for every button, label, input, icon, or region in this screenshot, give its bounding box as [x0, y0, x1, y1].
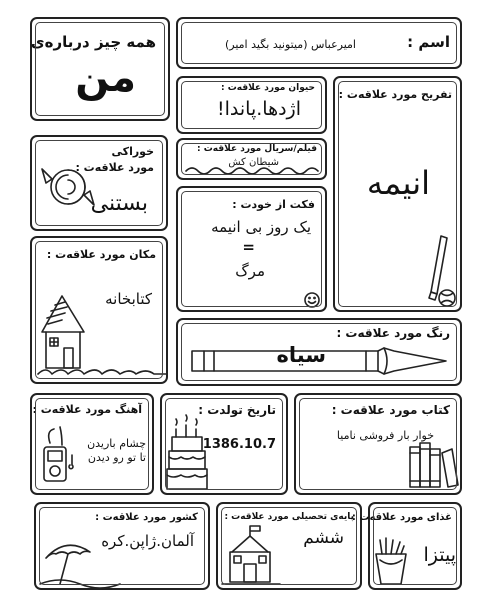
favorite-song-line2: تا تو رو دیدن — [87, 451, 146, 464]
favorite-color-value: سیاه — [276, 343, 326, 367]
music-player-icon — [40, 425, 80, 487]
favorite-country-card — [34, 502, 210, 590]
favorite-movie-label: فیلم/سریال مورد علاقه‌ت : — [197, 144, 317, 154]
favorite-animal-card — [176, 76, 327, 134]
favorite-meal-card — [351, 502, 462, 590]
favorite-song-card — [30, 393, 154, 495]
birthday-value: 1386.10.7 — [202, 437, 276, 452]
favorite-country-label: کشور مورد علاقه‌ت : — [95, 512, 198, 523]
favorite-place-card — [30, 236, 168, 384]
name-card — [176, 17, 462, 69]
favorite-animal-label: حیوان مورد علاقه‌ت : — [221, 83, 315, 93]
favorite-food-card — [30, 135, 168, 231]
favorite-grade-label: پایه‌ی تحصیلی مورد علاقه‌ت : — [224, 512, 354, 522]
house-icon — [38, 284, 168, 380]
fries-icon — [374, 536, 410, 588]
favorite-food-label-line1: خوراکی — [111, 145, 154, 158]
all-about-me-heading: همه چیز درباره‌ی — [30, 33, 156, 51]
fact-about-you-card — [176, 186, 327, 312]
candy-icon — [38, 157, 96, 217]
favorite-movie-card — [176, 138, 327, 180]
fact-line-1: یک روز بی انیمه — [211, 218, 311, 236]
name-value: امیرعباس (میتونید بگید امیر) — [224, 38, 356, 51]
favorite-movie-value: شیطان کش — [228, 157, 279, 168]
me-title: من — [75, 55, 136, 101]
fact-line-3: مرگ — [235, 262, 265, 280]
fact-line-2: = — [242, 238, 255, 256]
beach-umbrella-icon — [40, 538, 126, 588]
favorite-food-label-line2: مورد علاقه‌ت : — [75, 161, 154, 174]
baseball-bat-icon — [423, 230, 463, 310]
favorite-grade-card — [216, 502, 362, 590]
favorite-grade-value: ششم — [303, 528, 344, 548]
favorite-animal-value: اژدها.پاندا! — [217, 98, 301, 120]
name-label: اسم : — [407, 33, 450, 51]
birthday-card — [160, 393, 288, 495]
favorite-place-value: کتابخانه — [105, 290, 152, 308]
favorite-meal-label: غذای مورد علاقه‌ت : — [351, 512, 452, 523]
favorite-country-value: آلمان.ژاپن.کره — [101, 532, 194, 550]
favorite-hobby-label: تفریح مورد علاقه‌ت : — [338, 88, 452, 101]
favorite-color-card — [176, 318, 462, 386]
favorite-song-label: آهنگ مورد علاقه‌ت : — [32, 403, 142, 416]
school-icon — [222, 524, 282, 590]
smiley-icon — [304, 292, 320, 308]
favorite-book-value: خوار بار فروشی نامیا — [336, 429, 434, 442]
favorite-song-line1: چشام باریدن — [87, 437, 146, 450]
favorite-place-label: مکان مورد علاقه‌ت : — [46, 248, 156, 261]
favorite-hobby-value: انیمه — [366, 164, 430, 202]
favorite-meal-value: پیتزا — [423, 544, 456, 566]
favorite-color-label: رنگ مورد علاقه‌ت : — [336, 326, 450, 340]
birthday-label: تاریخ تولدت : — [198, 403, 276, 417]
all-about-me-card — [30, 17, 170, 121]
squiggle-icon — [186, 165, 320, 177]
fact-about-you-label: فکت از خودت : — [232, 198, 315, 211]
favorite-food-value: بستنی — [90, 191, 148, 216]
books-icon — [408, 441, 460, 489]
favorite-book-label: کتاب مورد علاقه‌ت : — [331, 403, 450, 417]
favorite-hobby-card — [333, 76, 462, 312]
favorite-book-card — [294, 393, 462, 495]
birthday-cake-icon — [166, 415, 210, 493]
